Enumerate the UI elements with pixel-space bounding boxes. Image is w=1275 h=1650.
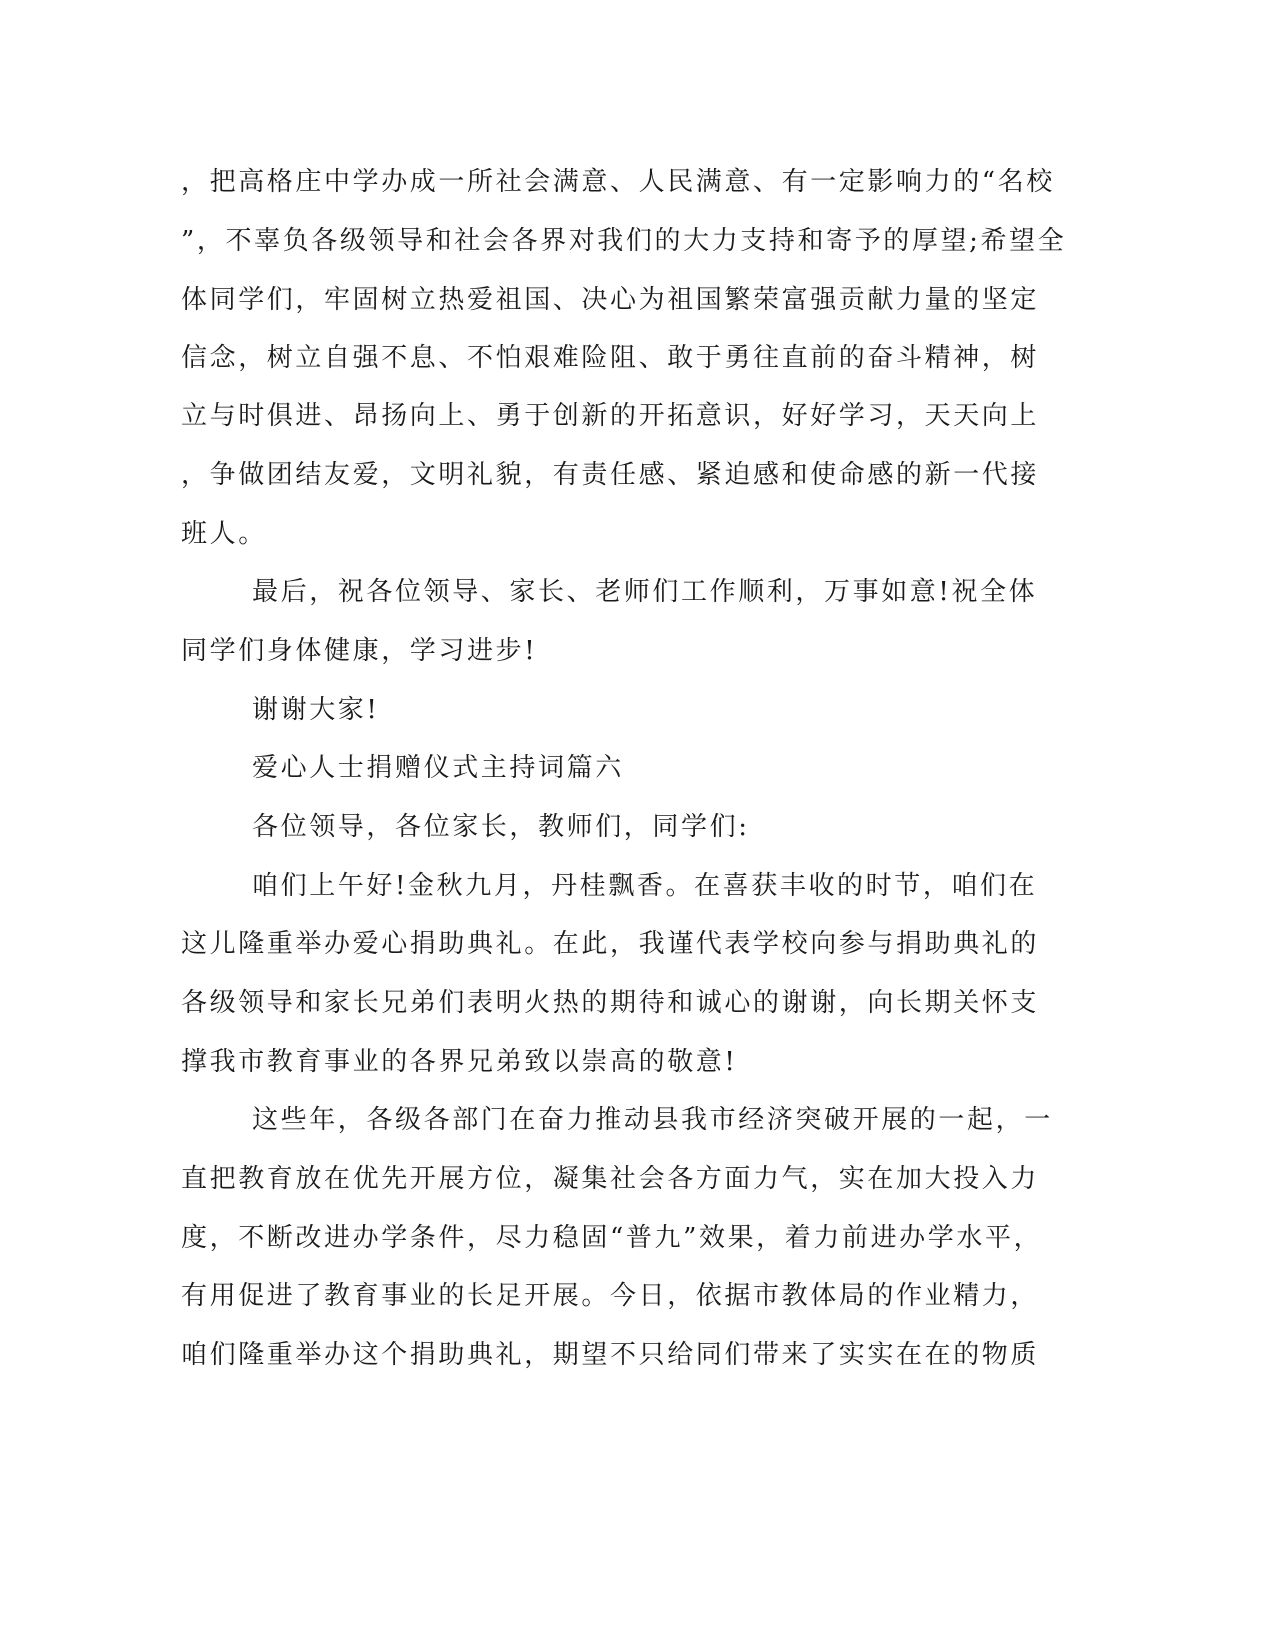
text-line: 体同学们，牢固树立热爱祖国、决心为祖国繁荣富强贡献力量的坚定 (181, 285, 1040, 315)
paragraph-first-line: 这些年，各级各部门在奋力推动县我市经济突破开展的一起，一 (252, 1105, 1053, 1135)
salutation: 各位领导，各位家长，教师们，同学们: (252, 812, 750, 842)
text-line: 班人。 (181, 519, 267, 549)
paragraph-first-line: 咱们上午好!金秋九月，丹桂飘香。在喜获丰收的时节，咱们在 (252, 871, 1038, 901)
text-line: ”，不辜负各级领导和社会各界对我们的大力支持和寄予的厚望;希望全 (181, 226, 1067, 256)
text-line: 同学们身体健康，学习进步! (181, 636, 538, 666)
section-heading: 爱心人士捐赠仪式主持词篇六 (252, 753, 624, 783)
text-line: 有用促进了教育事业的长足开展。今日，依据市教体局的作业精力， (181, 1281, 1040, 1311)
text-line: 直把教育放在优先开展方位，凝集社会各方面力气，实在加大投入力 (181, 1164, 1040, 1194)
text-line: ，争做团结友爱，文明礼貌，有责任感、紧迫感和使命感的新一代接 (181, 460, 1040, 490)
text-line: 信念，树立自强不息、不怕艰难险阻、敢于勇往直前的奋斗精神，树 (181, 343, 1040, 373)
text-line: 咱们隆重举办这个捐助典礼，期望不只给同们带来了实实在在的物质 (181, 1340, 1040, 1370)
text-line: 这儿隆重举办爱心捐助典礼。在此，我谨代表学校向参与捐助典礼的 (181, 929, 1040, 959)
text-line: 度，不断改进办学条件，尽力稳固“普九”效果，着力前进办学水平， (181, 1223, 1043, 1253)
paragraph-first-line: 最后，祝各位领导、家长、老师们工作顺利，万事如意!祝全体 (252, 577, 1038, 607)
paragraph-first-line: 谢谢大家! (252, 695, 380, 725)
text-line: 各级领导和家长兄弟们表明火热的期待和诚心的谢谢，向长期关怀支 (181, 988, 1040, 1018)
text-line: ，把高格庄中学办成一所社会满意、人民满意、有一定影响力的“名校 (181, 167, 1055, 197)
text-line: 撑我市教育事业的各界兄弟致以崇高的敬意! (181, 1047, 738, 1077)
text-line: 立与时俱进、昂扬向上、勇于创新的开拓意识，好好学习，天天向上 (181, 401, 1040, 431)
